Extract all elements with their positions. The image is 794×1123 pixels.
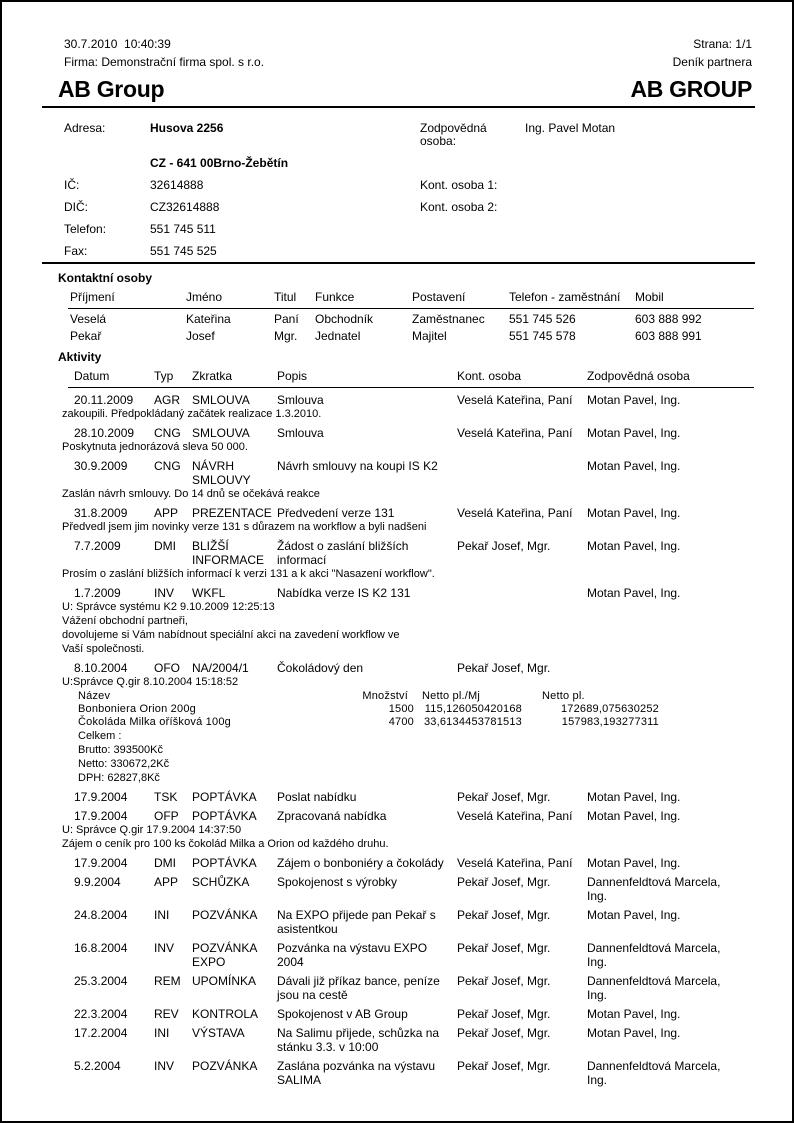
activity-description: Pozvánka na výstavu EXPO 2004 xyxy=(277,941,428,969)
activity-type: DMI xyxy=(154,856,176,870)
activities-heading: Aktivity xyxy=(58,350,102,364)
activity-contact: Pekař Josef, Mgr. xyxy=(457,1059,551,1073)
offer-col-nazev: Název xyxy=(78,690,111,702)
activity-date: 17.9.2004 xyxy=(74,790,128,804)
activity-contact: Pekař Josef, Mgr. xyxy=(457,908,551,922)
activity-date: 9.9.2004 xyxy=(74,875,121,889)
activity-type: DMI xyxy=(154,539,176,553)
activity-contact: Veselá Kateřina, Paní xyxy=(457,506,573,520)
offer-item-name: Bonboniera Orion 200g xyxy=(78,703,196,715)
contact-phone: 551 745 526 xyxy=(509,312,576,326)
title-bar xyxy=(58,76,752,102)
activity-code: BLIŽŠÍ INFORMACE xyxy=(192,539,264,567)
activity-row xyxy=(68,1059,754,1087)
activity-row xyxy=(68,586,754,600)
activity-description: Smlouva xyxy=(277,393,324,407)
activity-contact: Pekař Josef, Mgr. xyxy=(457,790,551,804)
responsible-person-label: Zodpovědná osoba: xyxy=(420,121,487,148)
contact-position: Zaměstnanec xyxy=(412,312,485,326)
activity-date: 22.3.2004 xyxy=(74,1007,128,1021)
activity-type: CNG xyxy=(154,459,181,473)
report-meta-row-2 xyxy=(64,56,752,69)
partner-title-right: AB GROUP xyxy=(630,76,752,102)
address-section xyxy=(64,122,752,258)
col-mobil: Mobil xyxy=(635,290,664,304)
phone-label: Telefon: xyxy=(64,222,107,236)
contact-phone: 551 745 578 xyxy=(509,329,576,343)
offer-total-label: Celkem : xyxy=(78,730,122,742)
offer-col-netto: Netto pl. xyxy=(542,690,585,702)
offer-table xyxy=(78,690,754,729)
col-kont-osoba: Kont. osoba xyxy=(457,369,522,383)
activity-row xyxy=(68,426,754,440)
contact-row xyxy=(68,329,754,343)
activity-date: 16.8.2004 xyxy=(74,941,128,955)
activity-date: 8.10.2004 xyxy=(74,661,128,675)
activity-owner: Motan Pavel, Ing. xyxy=(587,790,681,804)
address-label: Adresa: xyxy=(64,121,106,135)
offer-item-row xyxy=(78,716,754,729)
activity-note: U: Správce Q.gir 17.9.2004 14:37:50 xyxy=(62,824,242,836)
offer-item-unit-price: 115,126050420168 xyxy=(424,703,522,715)
activity-owner: Motan Pavel, Ing. xyxy=(587,908,681,922)
activity-owner: Motan Pavel, Ing. xyxy=(587,539,681,553)
spacer xyxy=(420,157,525,170)
activity-code: WKFL xyxy=(192,586,226,600)
activity-code: NÁVRH SMLOUVY xyxy=(192,459,251,487)
activity-owner: Motan Pavel, Ing. xyxy=(587,1007,681,1021)
activity-row xyxy=(68,790,754,804)
activity-date: 17.9.2004 xyxy=(74,809,128,823)
activity-description: Žádost o zaslání bližších informací xyxy=(277,539,409,567)
activity-date: 31.8.2009 xyxy=(74,506,128,520)
col-prijmeni: Příjmení xyxy=(70,290,115,304)
spacer xyxy=(525,157,752,170)
col-datum: Datum xyxy=(74,369,110,383)
offer-item-qty: 1500 xyxy=(388,703,414,715)
offer-netto: Netto: 330672,2Kč xyxy=(78,758,170,770)
activity-date: 17.2.2004 xyxy=(74,1026,128,1040)
activities-table-header xyxy=(68,369,754,388)
activity-row xyxy=(68,1026,754,1054)
activity-date: 5.2.2004 xyxy=(74,1059,121,1073)
activity-code: POZVÁNKA xyxy=(192,908,258,922)
activity-contact: Veselá Kateřina, Paní xyxy=(457,393,573,407)
activity-date: 20.11.2009 xyxy=(74,393,134,407)
offer-dph: DPH: 62827,8Kč xyxy=(78,772,160,784)
contact-person-2-label: Kont. osoba 2: xyxy=(420,200,498,214)
responsible-person-value: Ing. Pavel Motan xyxy=(525,121,616,135)
activity-row xyxy=(68,856,754,870)
activity-note: dovolujeme si Vám nabídnout speciální akci na zavedení workflow ve xyxy=(62,629,400,641)
activity-owner: Motan Pavel, Ing. xyxy=(587,393,681,407)
activity-contact xyxy=(457,586,587,600)
activity-description: Smlouva xyxy=(277,426,324,440)
offer-item-total: 157983,193277311 xyxy=(561,716,659,728)
activity-description: Návrh smlouvy na koupi IS K2 xyxy=(277,459,438,473)
activity-type: OFO xyxy=(154,661,180,675)
activity-date: 25.3.2004 xyxy=(74,974,128,988)
offer-col-mnozstvi: Množství xyxy=(362,690,408,702)
activity-description: Předvedení verze 131 xyxy=(277,506,395,520)
activity-note: zakoupili. Předpokládaný začátek realizace 1.3.2010. xyxy=(62,408,322,420)
contact-mobile: 603 888 991 xyxy=(635,329,702,343)
offer-item-name: Čokoláda Milka oříšková 100g xyxy=(78,716,231,728)
report-meta-row-1 xyxy=(64,38,752,51)
activity-date: 30.9.2009 xyxy=(74,459,128,473)
activity-owner: Motan Pavel, Ing. xyxy=(587,586,681,600)
activity-row xyxy=(68,941,754,969)
activity-contact: Veselá Kateřina, Paní xyxy=(457,426,573,440)
phone-value: 551 745 511 xyxy=(150,222,216,236)
activity-row xyxy=(68,875,754,903)
contact-firstname: Kateřina xyxy=(186,312,231,326)
activity-note: Předvedl jsem jim novinky verze 131 s důrazem na workflow a byli nadšeni xyxy=(62,521,427,533)
contact-position: Majitel xyxy=(412,329,447,343)
activity-note: Poskytnuta jednorázová sleva 50 000. xyxy=(62,441,248,453)
activity-row xyxy=(68,661,754,675)
activity-type: TSK xyxy=(154,790,178,804)
activity-description: Na EXPO přijede pan Pekař s asistentkou xyxy=(277,908,436,936)
activity-contact: Pekař Josef, Mgr. xyxy=(457,875,551,889)
col-popis: Popis xyxy=(277,369,308,383)
activity-row xyxy=(68,809,754,823)
contact-function: Jednatel xyxy=(315,329,361,343)
activity-description: Čokoládový den xyxy=(277,661,364,675)
offer-brutto: Brutto: 393500Kč xyxy=(78,744,164,756)
activity-contact: Veselá Kateřina, Paní xyxy=(457,856,573,870)
contact-title: Paní xyxy=(274,312,299,326)
partner-title-left: AB Group xyxy=(58,76,165,102)
activity-contact: Pekař Josef, Mgr. xyxy=(457,539,551,553)
activity-code: NA/2004/1 xyxy=(192,661,249,675)
activity-code: UPOMÍNKA xyxy=(192,974,257,988)
contact-title: Mgr. xyxy=(274,329,298,343)
activity-row xyxy=(68,393,754,407)
activity-description: Dávali již příkaz bance, peníze jsou na cestě xyxy=(277,974,440,1002)
contacts-table-header xyxy=(68,290,754,309)
activity-owner: Motan Pavel, Ing. xyxy=(587,809,681,823)
activity-note: Zaslán návrh smlouvy. Do 14 dnů se očekává reakce xyxy=(62,488,320,500)
activity-contact: Pekař Josef, Mgr. xyxy=(457,1007,551,1021)
activity-owner: Motan Pavel, Ing. xyxy=(587,1026,681,1040)
report-name-label: Deník partnera xyxy=(672,55,752,69)
activity-type: REV xyxy=(154,1007,179,1021)
fax-label: Fax: xyxy=(64,244,88,258)
spacer xyxy=(525,223,752,236)
activity-note: U: Správce systému K2 9.10.2009 12:25:13 xyxy=(62,601,275,613)
activity-owner: Motan Pavel, Ing. xyxy=(587,426,681,440)
col-jmeno: Jméno xyxy=(186,290,223,304)
activity-type: CNG xyxy=(154,426,181,440)
activity-owner: Dannenfeldtová Marcela, Ing. xyxy=(587,1059,721,1087)
activity-type: APP xyxy=(154,875,179,889)
activity-owner: Dannenfeldtová Marcela, Ing. xyxy=(587,875,721,903)
activity-contact: Pekař Josef, Mgr. xyxy=(457,974,551,988)
activity-code: KONTROLA xyxy=(192,1007,259,1021)
activity-note: Prosím o zaslání bližších informací k verzi 131 a k akci "Nasazení workflow". xyxy=(62,568,435,580)
activity-date: 24.8.2004 xyxy=(74,908,128,922)
contact-mobile: 603 888 992 xyxy=(635,312,702,326)
activity-type: APP xyxy=(154,506,179,520)
activity-note: Vážení obchodní partneři, xyxy=(62,615,188,627)
col-zkratka: Zkratka xyxy=(192,369,233,383)
activity-code: POPTÁVKA xyxy=(192,790,257,804)
col-telefon: Telefon - zaměstnání xyxy=(509,290,621,304)
activity-code: PREZENTACE xyxy=(192,506,272,520)
spacer xyxy=(420,245,525,258)
ic-label: IČ: xyxy=(64,178,80,192)
contact-function: Obchodník xyxy=(315,312,374,326)
col-titul: Titul xyxy=(274,290,297,304)
offer-item-unit-price: 33,6134453781513 xyxy=(423,716,522,728)
activity-code: SMLOUVA xyxy=(192,426,250,440)
activity-contact: Pekař Josef, Mgr. xyxy=(457,941,551,955)
col-zodpovedna-osoba: Zodpovědná osoba xyxy=(587,369,690,383)
activity-type: OFP xyxy=(154,809,179,823)
spacer xyxy=(64,157,150,170)
contact-row xyxy=(68,312,754,326)
activity-note: Vaší společnosti. xyxy=(62,643,145,655)
activity-row xyxy=(68,539,754,567)
activity-owner: Motan Pavel, Ing. xyxy=(587,856,681,870)
activity-code: POPTÁVKA xyxy=(192,809,257,823)
activity-owner: Motan Pavel, Ing. xyxy=(587,506,681,520)
activity-row xyxy=(68,908,754,936)
contact-person-2-value xyxy=(525,201,752,214)
activity-description: Spokojenost v AB Group xyxy=(277,1007,408,1021)
spacer xyxy=(420,223,525,236)
activity-code: SMLOUVA xyxy=(192,393,250,407)
divider-top xyxy=(42,106,755,108)
activity-row xyxy=(68,1007,754,1021)
report-datetime: 30.7.2010 10:40:39 xyxy=(64,37,171,51)
activity-owner xyxy=(587,661,754,675)
activity-code: VÝSTAVA xyxy=(192,1026,245,1040)
activity-type: INV xyxy=(154,941,175,955)
activity-type: INI xyxy=(154,1026,170,1040)
activity-owner: Dannenfeldtová Marcela, Ing. xyxy=(587,941,721,969)
activity-contact: Pekař Josef, Mgr. xyxy=(457,1026,551,1040)
offer-item-row xyxy=(78,703,754,716)
dic-label: DIČ: xyxy=(64,200,88,214)
contact-surname: Veselá xyxy=(70,312,107,326)
activity-code: POZVÁNKA xyxy=(192,1059,258,1073)
activity-note: U:Správce Q.gir 8.10.2004 15:18:52 xyxy=(62,676,239,688)
activity-description: Spokojenost s výrobky xyxy=(277,875,398,889)
activity-type: INI xyxy=(154,908,170,922)
activity-contact xyxy=(457,459,587,487)
activity-date: 7.7.2009 xyxy=(74,539,121,553)
activity-description: Nabídka verze IS K2 131 xyxy=(277,586,411,600)
offer-item-total: 172689,075630252 xyxy=(560,703,659,715)
contact-person-1-label: Kont. osoba 1: xyxy=(420,178,498,192)
activity-row xyxy=(68,974,754,1002)
activity-contact: Pekař Josef, Mgr. xyxy=(457,661,551,675)
col-typ: Typ xyxy=(154,369,174,383)
activity-owner: Dannenfeldtová Marcela, Ing. xyxy=(587,974,721,1002)
activity-type: REM xyxy=(154,974,181,988)
activity-row xyxy=(68,506,754,520)
activity-type: INV xyxy=(154,586,175,600)
page-number-label: Strana: 1/1 xyxy=(693,37,752,51)
contact-person-1-value xyxy=(525,179,752,192)
col-funkce: Funkce xyxy=(315,290,355,304)
dic-value: CZ32614888 xyxy=(150,200,220,214)
activity-owner: Motan Pavel, Ing. xyxy=(587,459,681,473)
activity-description: Zaslána pozvánka na výstavu SALIMA xyxy=(277,1059,436,1087)
fax-value: 551 745 525 xyxy=(150,244,217,258)
spacer xyxy=(525,245,752,258)
activity-description: Zájem o bonboniéry a čokolády xyxy=(277,856,444,870)
activity-date: 17.9.2004 xyxy=(74,856,128,870)
offer-col-netto-mj: Netto pl./Mj xyxy=(422,690,481,702)
activity-date: 1.7.2009 xyxy=(74,586,121,600)
activity-contact: Veselá Kateřina, Paní xyxy=(457,809,573,823)
contact-firstname: Josef xyxy=(186,329,215,343)
contact-surname: Pekař xyxy=(70,329,102,343)
col-postaveni: Postavení xyxy=(412,290,466,304)
activity-code: POPTÁVKA xyxy=(192,856,257,870)
activity-type: INV xyxy=(154,1059,175,1073)
offer-table-header xyxy=(78,690,754,703)
address-city: CZ - 641 00Brno-Žebětín xyxy=(150,156,289,170)
activity-code: POZVÁNKA EXPO xyxy=(192,941,257,969)
activity-row xyxy=(68,459,754,487)
divider-contacts xyxy=(42,262,755,264)
activity-note: Zájem o ceník pro 100 ks čokolád Milka a Orion od každého druhu. xyxy=(62,838,389,850)
ic-value: 32614888 xyxy=(150,178,204,192)
activity-description: Zpracovaná nabídka xyxy=(277,809,387,823)
activity-type: AGR xyxy=(154,393,181,407)
activity-code: SCHŮZKA xyxy=(192,875,250,889)
activity-description: Na Salimu přijede, schůzka na stánku 3.3. v 10:00 xyxy=(277,1026,440,1054)
firm-label: Firma: Demonstrační firma spol. s r.o. xyxy=(64,55,265,69)
activity-date: 28.10.2009 xyxy=(74,426,135,440)
offer-item-qty: 4700 xyxy=(388,716,414,728)
contacts-heading: Kontaktní osoby xyxy=(58,271,153,285)
activity-description: Poslat nabídku xyxy=(277,790,357,804)
address-street: Husova 2256 xyxy=(150,121,224,135)
